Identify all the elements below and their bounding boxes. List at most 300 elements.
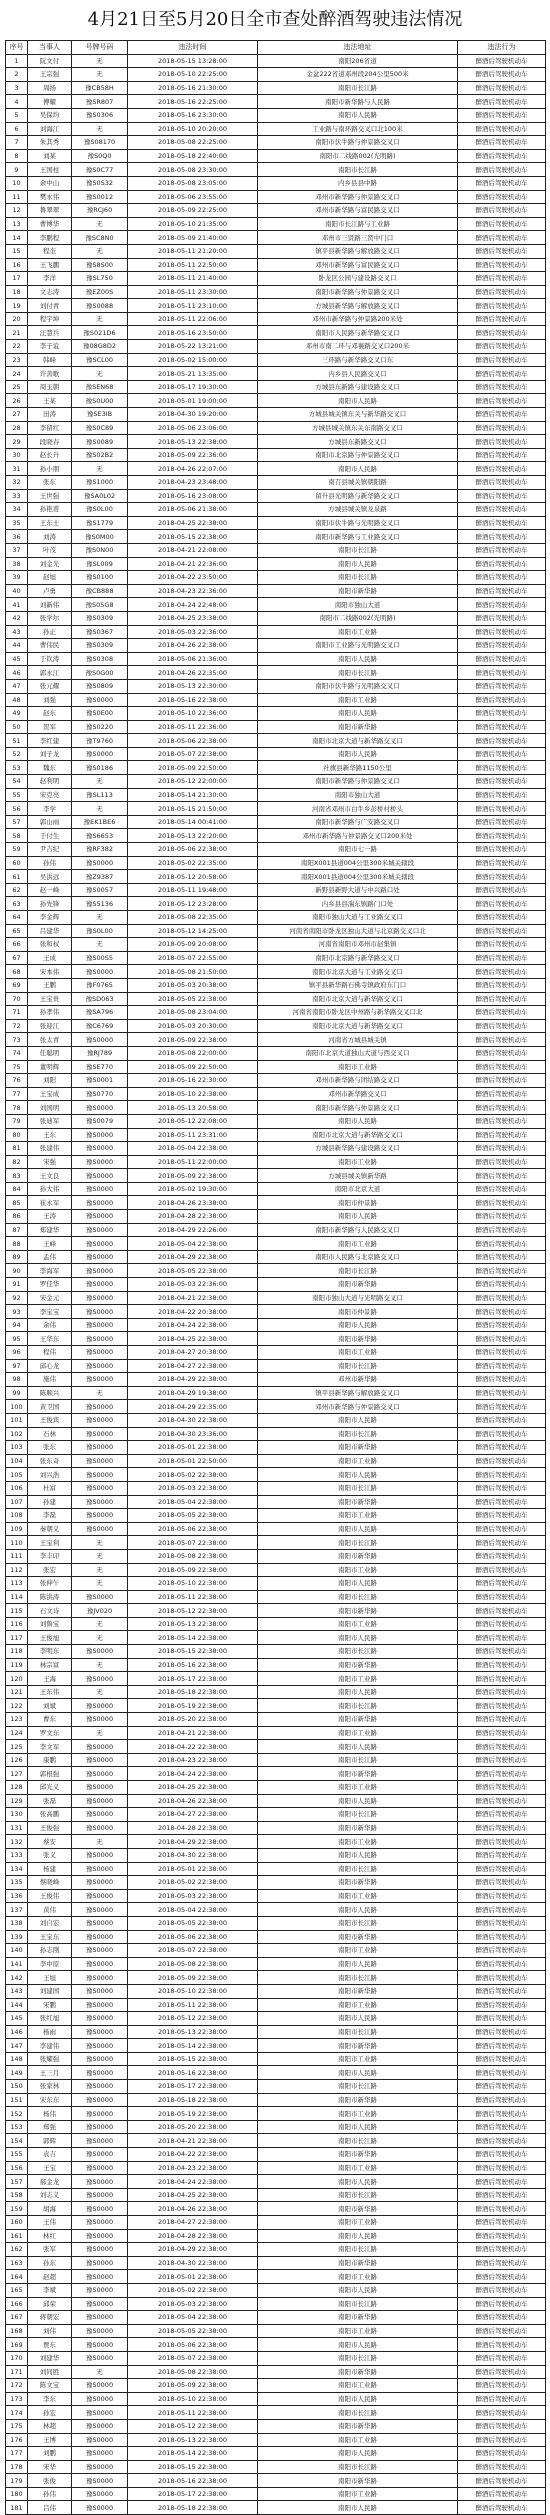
cell-plate: 豫F0765 (72, 978, 128, 992)
table-row (6, 1264, 546, 1278)
cell-index: 91 (6, 1278, 28, 1292)
cell-party: 蔡晓峰 (28, 1876, 72, 1890)
table-row (6, 1400, 546, 1414)
cell-time: 2018-05-09 22:25:00 (128, 204, 258, 218)
cell-address: 南阳市人民路 (258, 1685, 458, 1699)
cell-violation: 醉酒后驾驶机动车 (458, 1318, 546, 1332)
cell-violation: 醉酒后驾驶机动车 (458, 1291, 546, 1305)
cell-violation: 醉酒后驾驶机动车 (458, 951, 546, 965)
cell-violation: 醉酒后驾驶机动车 (458, 1930, 546, 1944)
cell-index: 84 (6, 1182, 28, 1196)
cell-plate: 豫S0000 (72, 2474, 128, 2488)
cell-party: 李明东 (28, 1645, 72, 1659)
cell-party: 王东士 (28, 516, 72, 530)
cell-party: 郑建华 (28, 1223, 72, 1237)
table-row (6, 1169, 546, 1183)
cell-violation: 醉酒后驾驶机动车 (458, 1984, 546, 1998)
cell-party: 张军 (28, 2243, 72, 2257)
cell-index: 14 (6, 231, 28, 245)
cell-time: 2018-05-13 20:58:00 (128, 1101, 258, 1115)
cell-party: 吴保均 (28, 108, 72, 122)
table-row (6, 54, 546, 68)
cell-party: 杨雨 (28, 2025, 72, 2039)
cell-address: 南阳市新华路与仲景路交叉口 (258, 775, 458, 789)
cell-address: 南阳市长江路 (258, 1808, 458, 1822)
col-header-plate: 号牌号码 (72, 41, 128, 55)
cell-party: 许善歌 (28, 367, 72, 381)
cell-party: 李留红 (28, 421, 72, 435)
cell-index: 55 (6, 788, 28, 802)
cell-time: 2018-05-12 22:00:00 (128, 775, 258, 789)
cell-address: 南阳市人民路 (258, 394, 458, 408)
table-row (6, 2351, 546, 2365)
cell-time: 2018-05-08 23:30:00 (128, 163, 258, 177)
cell-index: 113 (6, 1577, 28, 1591)
cell-violation: 醉酒后驾驶机动车 (458, 2270, 546, 2284)
cell-time: 2018-05-01 22:38:00 (128, 1441, 258, 1455)
cell-index: 106 (6, 1481, 28, 1495)
cell-party: 赵超 (28, 2270, 72, 2284)
cell-plate: 豫S0309 (72, 639, 128, 653)
cell-address: 南阳市新华路 (258, 2365, 458, 2379)
cell-violation: 醉酒后驾驶机动车 (458, 1808, 546, 1822)
cell-violation: 醉酒后驾驶机动车 (458, 747, 546, 761)
cell-plate: 豫S0000 (72, 2039, 128, 2053)
table-row (6, 883, 546, 897)
cell-address: 南阳市工业路 (258, 1835, 458, 1849)
cell-address: 南阳市人民路 (258, 462, 458, 476)
cell-address: 南阳市新华路 (258, 2148, 458, 2162)
cell-index: 112 (6, 1563, 28, 1577)
cell-index: 87 (6, 1223, 28, 1237)
cell-index: 20 (6, 312, 28, 326)
cell-index: 176 (6, 2433, 28, 2447)
cell-time: 2018-04-23 22:38:00 (128, 1753, 258, 1767)
cell-violation: 醉酒后驾驶机动车 (458, 448, 546, 462)
cell-party: 王世强 (28, 489, 72, 503)
cell-party: 李学 (28, 802, 72, 816)
table-row (6, 1087, 546, 1101)
cell-address: 南阳市人民路 (258, 747, 458, 761)
cell-plate: 豫S0C77 (72, 163, 128, 177)
cell-time: 2018-05-16 22:38:00 (128, 2474, 258, 2488)
cell-violation: 醉酒后驾驶机动车 (458, 543, 546, 557)
cell-plate: 豫S0000 (72, 2406, 128, 2420)
cell-address: 南阳市长江路 (258, 1590, 458, 1604)
cell-address: 南阳市长江路 (258, 2460, 458, 2474)
cell-index: 118 (6, 1645, 28, 1659)
cell-time: 2018-04-24 22:38:00 (128, 2175, 258, 2189)
cell-party: 于钦涛 (28, 652, 72, 666)
cell-party: 王海 (28, 1672, 72, 1686)
cell-violation: 醉酒后驾驶机动车 (458, 2025, 546, 2039)
cell-party: 刘子龙 (28, 747, 72, 761)
cell-violation: 醉酒后驾驶机动车 (458, 666, 546, 680)
cell-index: 4 (6, 95, 28, 109)
cell-plate: 无 (72, 217, 128, 231)
cell-violation: 醉酒后驾驶机动车 (458, 1346, 546, 1360)
cell-index: 114 (6, 1590, 28, 1604)
cell-violation: 醉酒后驾驶机动车 (458, 244, 546, 258)
cell-address: 南阳市人民路 (258, 707, 458, 721)
table-row (6, 2501, 546, 2515)
cell-address: 南阳市新华路 (258, 720, 458, 734)
cell-time: 2018-04-23 23:48:00 (128, 476, 258, 490)
cell-plate: 无 (72, 54, 128, 68)
cell-time: 2018-04-28 22:38:00 (128, 1210, 258, 1224)
cell-plate: 豫S0000 (72, 1128, 128, 1142)
table-row (6, 1155, 546, 1169)
cell-party: 李磊 (28, 1509, 72, 1523)
cell-time: 2018-04-29 22:35:00 (128, 1400, 258, 1414)
table-row (6, 81, 546, 95)
cell-violation: 醉酒后驾驶机动车 (458, 2392, 546, 2406)
cell-index: 107 (6, 1495, 28, 1509)
cell-address: 南阳市新华路 (258, 1984, 458, 1998)
cell-plate: 豫S0000 (72, 693, 128, 707)
cell-time: 2018-05-08 23:04:00 (128, 1006, 258, 1020)
cell-violation: 醉酒后驾驶机动车 (458, 965, 546, 979)
table-row (6, 598, 546, 612)
cell-time: 2018-05-10 22:38:00 (128, 1577, 258, 1591)
cell-violation: 醉酒后驾驶机动车 (458, 2433, 546, 2447)
cell-plate: 豫S0000 (72, 1237, 128, 1251)
cell-party: 王俊伟 (28, 1889, 72, 1903)
cell-party: 石林 (28, 1427, 72, 1441)
table-row (6, 1563, 546, 1577)
cell-violation: 醉酒后驾驶机动车 (458, 2107, 546, 2121)
cell-time: 2018-05-06 22:38:00 (128, 1930, 258, 1944)
cell-violation: 醉酒后驾驶机动车 (458, 108, 546, 122)
cell-time: 2018-05-11 22:00:00 (128, 1155, 258, 1169)
cell-address: 南阳市北京路与新华路交叉口 (258, 951, 458, 965)
cell-violation: 醉酒后驾驶机动车 (458, 258, 546, 272)
cell-address: 南阳市工业路 (258, 1155, 458, 1169)
cell-party: 孙建 (28, 1495, 72, 1509)
cell-time: 2018-05-08 23:05:00 (128, 176, 258, 190)
table-row (6, 1522, 546, 1536)
cell-time: 2018-05-02 22:38:00 (128, 1876, 258, 1890)
cell-plate: 豫JV020 (72, 1604, 128, 1618)
cell-index: 126 (6, 1753, 28, 1767)
cell-party: 余伟 (28, 1318, 72, 1332)
cell-time: 2018-05-16 22:38:00 (128, 1658, 258, 1672)
table-row (6, 1074, 546, 1088)
cell-party: 孙艳甫 (28, 503, 72, 517)
cell-plate: 豫S0000 (72, 1848, 128, 1862)
table-row (6, 802, 546, 816)
cell-address: 南阳市人民路 (258, 2447, 458, 2461)
cell-address: 南阳市工业路 (258, 1346, 458, 1360)
cell-index: 9 (6, 163, 28, 177)
cell-index: 27 (6, 408, 28, 422)
cell-violation: 醉酒后驾驶机动车 (458, 1821, 546, 1835)
cell-address: 南阳市新华路 (258, 1767, 458, 1781)
cell-address: 南阳市人民路 (258, 2501, 458, 2515)
table-row (6, 2243, 546, 2257)
cell-time: 2018-05-08 22:00:00 (128, 1046, 258, 1060)
cell-time: 2018-05-08 22:35:00 (128, 911, 258, 925)
table-row (6, 1427, 546, 1441)
cell-plate: 豫S0000 (72, 2379, 128, 2393)
cell-address: 南阳市新华路 (258, 2419, 458, 2433)
cell-plate: 豫SCL00 (72, 353, 128, 367)
cell-time: 2018-05-14 21:30:00 (128, 788, 258, 802)
cell-address: 南阳市人民路 (258, 2012, 458, 2026)
cell-time: 2018-04-29 22:38:00 (128, 1250, 258, 1264)
cell-plate: 豫S0000 (72, 2501, 128, 2515)
table-row (6, 1984, 546, 1998)
cell-index: 54 (6, 775, 28, 789)
cell-address: 南阳市长江路 (258, 2351, 458, 2365)
cell-address: 南阳市工业路 (258, 1889, 458, 1903)
cell-party: 宋本伟 (28, 965, 72, 979)
cell-address: 南阳市人民路与新华路交叉口 (258, 326, 458, 340)
cell-plate: 豫S0000 (72, 2066, 128, 2080)
cell-address: 南阳市独山大道 (258, 788, 458, 802)
cell-address: 南阳市工业路 (258, 1781, 458, 1795)
table-row (6, 2080, 546, 2094)
cell-time: 2018-05-11 23:10:00 (128, 299, 258, 313)
cell-time: 2018-05-05 22:38:00 (128, 1264, 258, 1278)
cell-index: 148 (6, 2052, 28, 2066)
cell-party: 李鹏程 (28, 231, 72, 245)
cell-time: 2018-05-07 22:55:00 (128, 951, 258, 965)
cell-party: 张东 (28, 476, 72, 490)
cell-party: 张磊 (28, 1794, 72, 1808)
cell-index: 83 (6, 1169, 28, 1183)
cell-time: 2018-05-02 15:00:00 (128, 353, 258, 367)
table-row (6, 2270, 546, 2284)
cell-index: 8 (6, 149, 28, 163)
table-row (6, 1713, 546, 1727)
cell-address: 南阳市新华路 (258, 2474, 458, 2488)
cell-party: 张迎江 (28, 1019, 72, 1033)
cell-index: 169 (6, 2338, 28, 2352)
cell-address: 南阳市新华路 (258, 1821, 458, 1835)
table-row (6, 2433, 546, 2447)
cell-index: 72 (6, 1019, 28, 1033)
cell-time: 2018-04-26 22:38:00 (128, 2202, 258, 2216)
cell-time: 2018-05-10 22:38:00 (128, 1087, 258, 1101)
cell-violation: 醉酒后驾驶机动车 (458, 2338, 546, 2352)
cell-plate: 豫S0000 (72, 1672, 128, 1686)
cell-time: 2018-05-09 22:50:00 (128, 1060, 258, 1074)
cell-address: 河南省方城县城关镇 (258, 1033, 458, 1047)
cell-plate: 豫08G8D2 (72, 340, 128, 354)
cell-violation: 醉酒后驾驶机动车 (458, 1944, 546, 1958)
cell-address: 邓州市新华路与仲景路交叉口 (258, 190, 458, 204)
table-row (6, 815, 546, 829)
cell-address: 南阳市北京路与仲景路交叉口 (258, 448, 458, 462)
table-row (6, 2039, 546, 2053)
cell-address: 邓州市新华路与团结路交叉口 (258, 1074, 458, 1088)
cell-address: 南阳市新华路 (258, 2093, 458, 2107)
cell-violation: 醉酒后驾驶机动车 (458, 1590, 546, 1604)
cell-address: 南阳市人民路 (258, 1957, 458, 1971)
cell-party: 黄卫国 (28, 1400, 72, 1414)
cell-plate: 豫S0306 (72, 108, 128, 122)
cell-violation: 醉酒后驾驶机动车 (458, 1427, 546, 1441)
cell-party: 林宗富 (28, 1658, 72, 1672)
cell-party: 汪慧兵 (28, 326, 72, 340)
table-row (6, 1413, 546, 1427)
cell-index: 46 (6, 666, 28, 680)
table-row (6, 1346, 546, 1360)
cell-violation: 醉酒后驾驶机动车 (458, 2365, 546, 2379)
cell-index: 82 (6, 1155, 28, 1169)
cell-plate: 豫S5136 (72, 897, 128, 911)
table-row (6, 340, 546, 354)
cell-plate: 豫S0220 (72, 720, 128, 734)
cell-plate: 豫S0000 (72, 1699, 128, 1713)
cell-violation: 醉酒后驾驶机动车 (458, 1522, 546, 1536)
table-row (6, 1291, 546, 1305)
table-row (6, 136, 546, 150)
table-row (6, 462, 546, 476)
cell-violation: 醉酒后驾驶机动车 (458, 2460, 546, 2474)
cell-party: 宋华 (28, 2460, 72, 2474)
cell-address: 南阳市人民路 (258, 2229, 458, 2243)
cell-plate: 豫S0000 (72, 2270, 128, 2284)
table-row (6, 720, 546, 734)
cell-plate: 豫S0000 (72, 2283, 128, 2297)
cell-index: 100 (6, 1400, 28, 1414)
cell-violation: 醉酒后驾驶机动车 (458, 802, 546, 816)
cell-index: 30 (6, 448, 28, 462)
cell-index: 28 (6, 421, 28, 435)
table-row (6, 666, 546, 680)
table-row (6, 258, 546, 272)
cell-party: 李中原 (28, 1957, 72, 1971)
cell-index: 105 (6, 1468, 28, 1482)
cell-party: 王成 (28, 951, 72, 965)
cell-violation: 醉酒后驾驶机动车 (458, 938, 546, 952)
cell-time: 2018-05-08 21:50:00 (128, 965, 258, 979)
table-row (6, 1740, 546, 1754)
table-row (6, 1767, 546, 1781)
table-row (6, 557, 546, 571)
cell-address: 南召县城关镇朝阳路 (258, 476, 458, 490)
cell-address: 邓州市新华路与仲景路交叉口 (258, 1400, 458, 1414)
cell-violation: 醉酒后驾驶机动车 (458, 1074, 546, 1088)
cell-index: 149 (6, 2066, 28, 2080)
cell-time: 2018-04-26 22:38:00 (128, 1794, 258, 1808)
cell-time: 2018-05-09 22:36:00 (128, 448, 258, 462)
cell-address: 方城县城关镇龙泉路 (258, 503, 458, 517)
cell-time: 2018-05-10 22:25:00 (128, 68, 258, 82)
cell-index: 31 (6, 462, 28, 476)
cell-plate: 豫S0000 (72, 1318, 128, 1332)
cell-plate: 无 (72, 462, 128, 476)
cell-address: 南阳市长江路 (258, 2080, 458, 2094)
cell-address: 南阳市北京大道与新华路交叉口 (258, 734, 458, 748)
cell-index: 3 (6, 81, 28, 95)
cell-time: 2018-05-09 22:50:00 (128, 761, 258, 775)
cell-plate: 无 (72, 802, 128, 816)
cell-time: 2018-05-16 23:30:00 (128, 108, 258, 122)
cell-time: 2018-05-13 22:38:00 (128, 2025, 258, 2039)
cell-party: 孙大伟 (28, 1182, 72, 1196)
cell-address: 镇平县新华路与解放路交叉口 (258, 244, 458, 258)
cell-time: 2018-05-04 22:38:00 (128, 1237, 258, 1251)
cell-index: 175 (6, 2419, 28, 2433)
cell-plate: 豫S0000 (72, 2392, 128, 2406)
cell-violation: 醉酒后驾驶机动车 (458, 815, 546, 829)
cell-time: 2018-05-16 22:38:00 (128, 693, 258, 707)
table-row (6, 2406, 546, 2420)
cell-plate: 豫S0000 (72, 2093, 128, 2107)
cell-plate: 豫SR807 (72, 95, 128, 109)
cell-plate: 豫SEN68 (72, 380, 128, 394)
cell-index: 167 (6, 2311, 28, 2325)
cell-plate: 豫S6653 (72, 829, 128, 843)
cell-party: 宋东东 (28, 2093, 72, 2107)
cell-time: 2018-04-21 22:38:00 (128, 2134, 258, 2148)
table-row (6, 1101, 546, 1115)
cell-plate: 无 (72, 1386, 128, 1400)
cell-party: 刘建华 (28, 2351, 72, 2365)
cell-violation: 醉酒后驾驶机动车 (458, 1495, 546, 1509)
table-row (6, 856, 546, 870)
cell-time: 2018-05-20 22:38:00 (128, 1713, 258, 1727)
table-row (6, 1060, 546, 1074)
cell-party: 李金辉 (28, 911, 72, 925)
cell-time: 2018-04-26 22:35:00 (128, 666, 258, 680)
cell-violation: 醉酒后驾驶机动车 (458, 1033, 546, 1047)
cell-violation: 醉酒后驾驶机动车 (458, 2012, 546, 2026)
cell-time: 2018-05-15 13:28:00 (128, 54, 258, 68)
cell-address: 方城县东新路交叉口 (258, 435, 458, 449)
cell-time: 2018-04-29 19:38:00 (128, 1386, 258, 1400)
table-row (6, 2134, 546, 2148)
cell-time: 2018-04-24 22:38:00 (128, 1318, 258, 1332)
cell-party: 孙小朋 (28, 462, 72, 476)
cell-time: 2018-05-15 21:50:00 (128, 802, 258, 816)
cell-index: 38 (6, 557, 28, 571)
cell-index: 60 (6, 856, 28, 870)
cell-index: 56 (6, 802, 28, 816)
cell-address: 南阳市人民路 (258, 1468, 458, 1482)
cell-party: 刘鲁宝 (28, 1617, 72, 1631)
table-row (6, 285, 546, 299)
cell-index: 128 (6, 1781, 28, 1795)
cell-party: 刘伟 (28, 2324, 72, 2338)
cell-violation: 醉酒后驾驶机动车 (458, 1019, 546, 1033)
cell-party: 叶茂 (28, 543, 72, 557)
cell-time: 2018-04-23 22:36:00 (128, 584, 258, 598)
cell-party: 阮文付 (28, 54, 72, 68)
cell-plate: 豫S0000 (72, 2487, 128, 2501)
cell-time: 2018-05-12 20:58:00 (128, 870, 258, 884)
cell-party: 罗文东 (28, 1726, 72, 1740)
cell-address: 卧龙区公园与建设路交叉口 (258, 272, 458, 286)
cell-violation: 醉酒后驾驶机动车 (458, 2351, 546, 2365)
cell-violation: 醉酒后驾驶机动车 (458, 136, 546, 150)
cell-address: 河南省南阳市卧龙区中州路与新华路交叉口北 (258, 1006, 458, 1020)
table-row (6, 1835, 546, 1849)
cell-address: 南阳市长江路 (258, 666, 458, 680)
cell-address: 南阳市长江路 (258, 2297, 458, 2311)
cell-time: 2018-05-15 22:38:00 (128, 1645, 258, 1659)
cell-time: 2018-05-10 22:38:00 (128, 1984, 258, 1998)
cell-violation: 醉酒后驾驶机动车 (458, 462, 546, 476)
table-row (6, 421, 546, 435)
table-row (6, 2025, 546, 2039)
cell-plate: 豫SL113 (72, 788, 128, 802)
table-row (6, 2229, 546, 2243)
cell-index: 81 (6, 1142, 28, 1156)
